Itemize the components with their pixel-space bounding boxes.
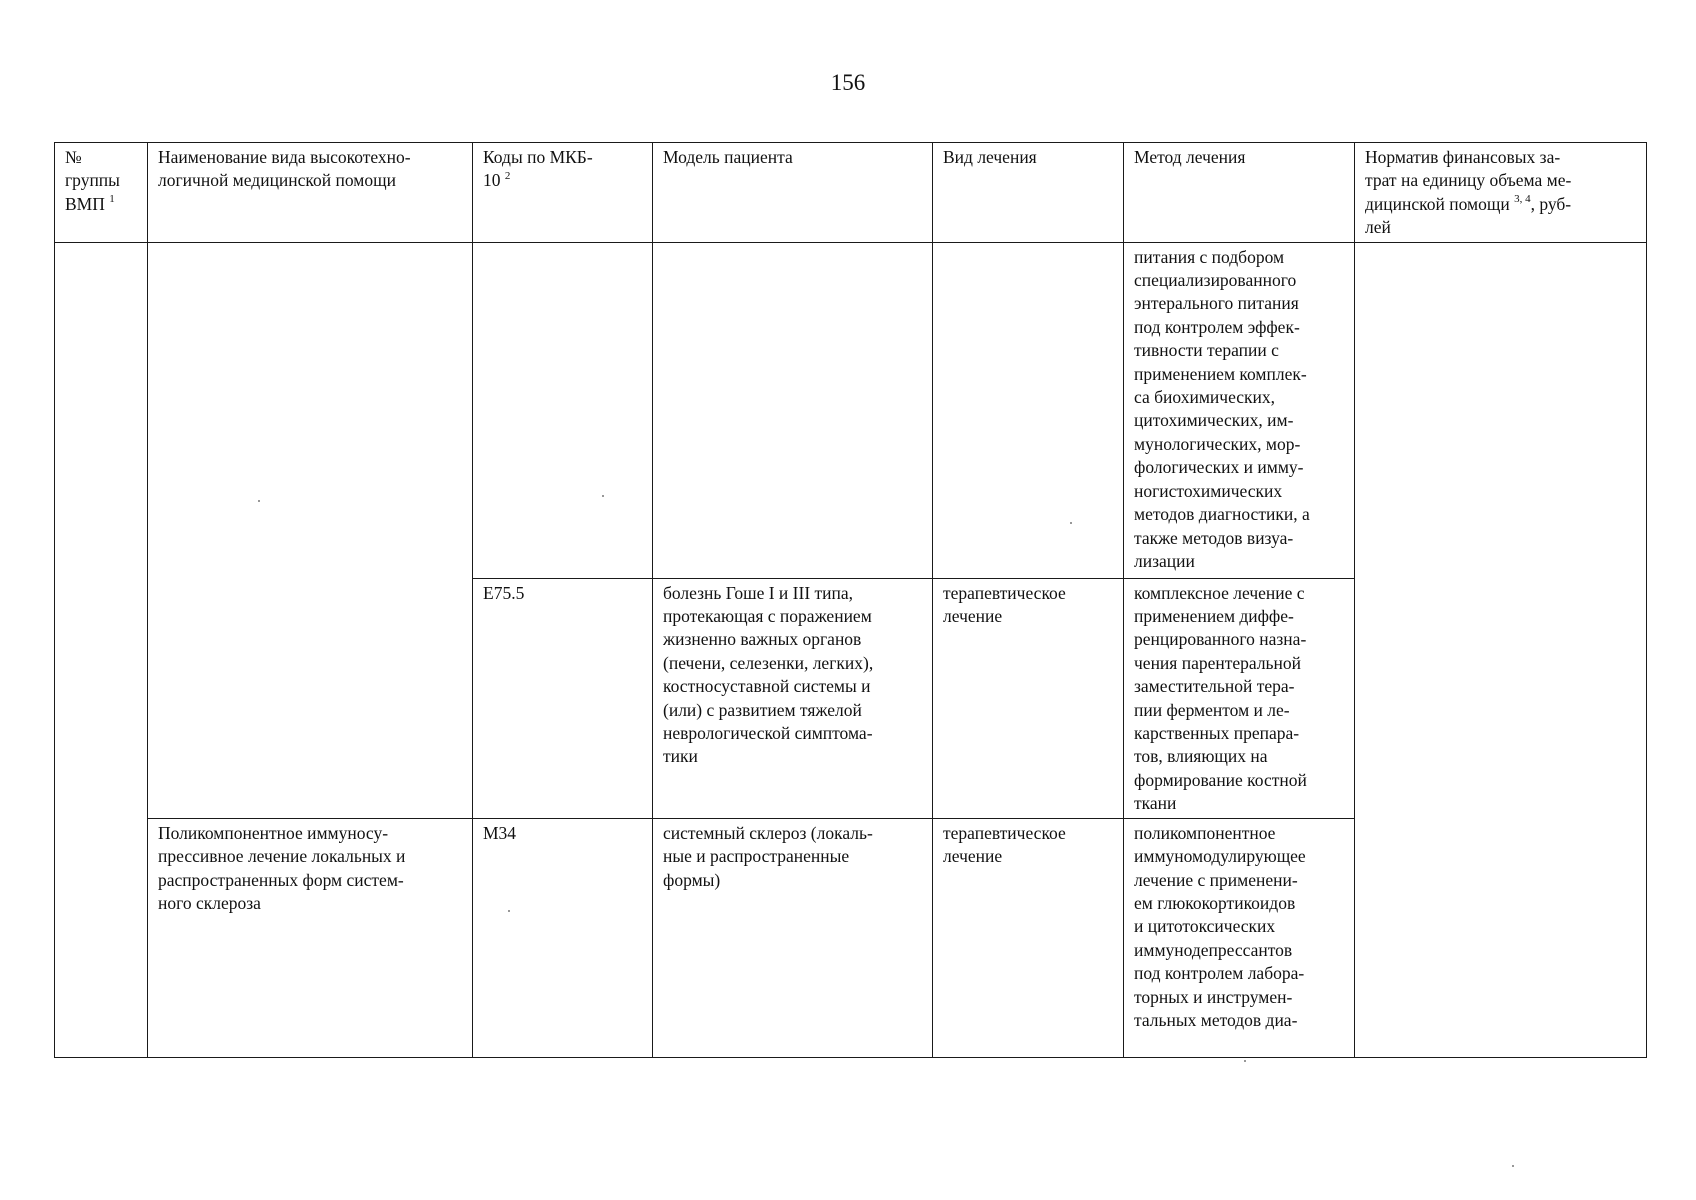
treatment-type-cell [933,242,1124,578]
header-row [55,143,1647,243]
header-icd-codes: Коды по МКБ- 10 $^2$ [473,143,653,243]
table-row [55,242,1647,578]
header-treatment-type: Вид лечения [933,143,1124,243]
care-type-name-cell [148,242,473,818]
scan-speck [1512,1165,1514,1167]
icd-code-cell [473,242,653,578]
header-cost-standard: Норматив финансовых за- трат на единицу объема ме- дицинской помощи $^{3, 4}$, руб- лей [1355,143,1647,243]
scan-speck [1244,1060,1246,1062]
header-group-number: № группы ВМП $^1$ [55,143,148,243]
scan-speck [258,500,260,502]
patient-model-cell [653,242,933,578]
header-care-type-name: Наименование вида высокотехно- логичной медицинской помощи [148,143,473,243]
treatment-method-cell: комплексное лечение с применением диффе- ренцированного назна- чения парентеральной заместительной тера- пии ферментом и ле- карственных препара- тов, влияющих на формирование костной ткани [1124,578,1355,818]
treatment-type-cell: терапевтическое лечение [933,818,1124,1057]
scan-speck [1070,522,1072,524]
cost-standard-cell [1355,242,1647,1057]
treatment-type-cell: терапевтическое лечение [933,578,1124,818]
group-number-cell [55,242,148,1057]
vmp-table [54,142,1647,1058]
icd-code-cell: M34 [473,818,653,1057]
patient-model-cell: системный склероз (локаль- ные и распространенные формы) [653,818,933,1057]
scan-speck [508,910,510,912]
header-treatment-method: Метод лечения [1124,143,1355,243]
care-type-name-cell: Поликомпонентное иммуносу- прессивное лечение локальных и распространенных форм систем- ного склероза [148,818,473,1057]
patient-model-cell: болезнь Гоше I и III типа, протекающая с поражением жизненно важных органов (печени, селезенки, легких), костносуставной системы и (или) с развитием тяжелой неврологической симптома- тики [653,578,933,818]
treatment-method-cell: поликомпонентное иммуномодулирующее лечение с применени- ем глюкокортикоидов и цитотоксических иммунодепрессантов под контролем лабора- торных и инструмен- тальных методов диа- [1124,818,1355,1057]
icd-code-cell: E75.5 [473,578,653,818]
scan-speck [602,495,604,497]
page-number: 156 [830,70,866,95]
header-patient-model: Модель пациента [653,143,933,243]
treatment-method-cell: питания с подбором специализированного энтерального питания под контролем эффек- тивности терапии с применением комплек- са биохимических, цитохимических, им- мунологических, мор- фологических и имму- ногистохимических методов диагностики, а также методов визуа- лизации [1124,242,1355,578]
